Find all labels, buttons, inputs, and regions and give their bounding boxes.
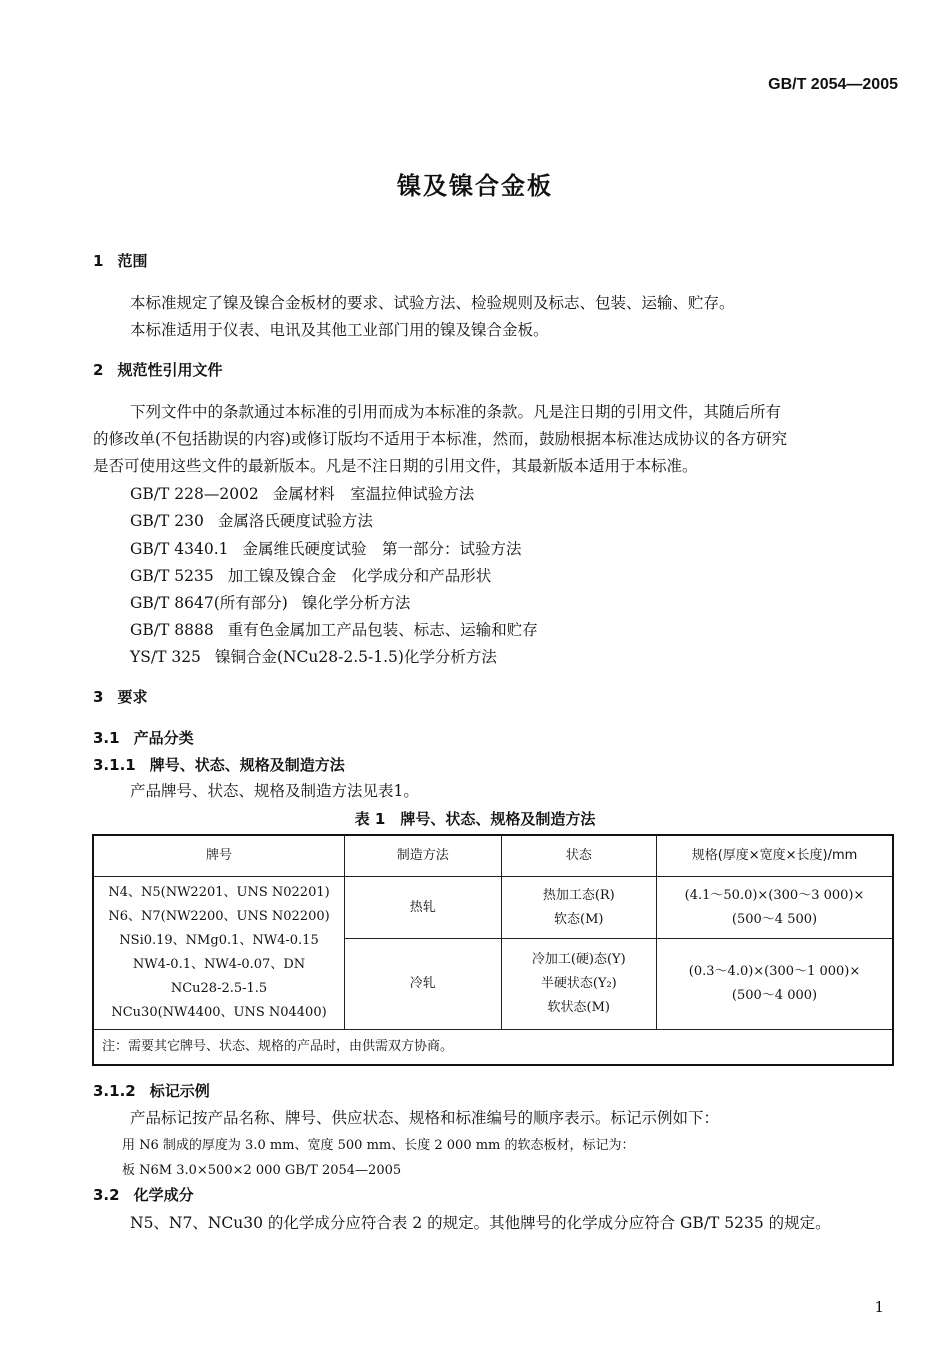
section-number: 3 (93, 688, 104, 706)
section-2-line-3: 是否可使用这些文件的最新版本。凡是不注日期的引用文件，其最新版本适用于本标准。 (93, 457, 698, 475)
method-cell: 热轧 (345, 877, 501, 939)
spec-cell (657, 939, 893, 1030)
reference-item (130, 591, 410, 613)
column-header: 规格(厚度×宽度×长度)/mm (657, 835, 893, 877)
state-line: 冷加工(硬)态(Y) (531, 952, 626, 968)
reference-title: 镍化学分析方法 (301, 594, 411, 612)
spec-line: (0.3～4.0)×(300～1 000)× (688, 964, 861, 980)
reference-item (130, 482, 474, 504)
table-note: 注：需要其它牌号、状态、规格的产品时，由供需双方协商。 (93, 1030, 893, 1066)
section-3-1-heading (93, 727, 194, 748)
grade-line: NSi0.19、NMg0.1、NW4-0.15 (119, 933, 319, 948)
section-1-para-2: 本标准适用于仪表、电讯及其他工业部门用的镍及镍合金板。 (130, 321, 549, 339)
reference-title: 金属洛氏硬度试验方法 (217, 512, 373, 530)
spec-cell (657, 877, 893, 939)
reference-code: YS/T 325 (130, 648, 201, 666)
section-number: 1 (93, 252, 104, 270)
spec-line: (500～4 000) (731, 988, 818, 1004)
section-3-1-2-heading (93, 1080, 210, 1101)
standard-code: GB/T 2054—2005 (768, 76, 898, 93)
section-number: 3.1.2 (93, 1082, 136, 1100)
marking-example-line-1: 用 N6 制成的厚度为 3.0 mm、宽度 500 mm、长度 2 000 mm 的软态板材，标记为： (122, 1138, 635, 1153)
grade-line: NCu30(NW4400、UNS N04400) (111, 1005, 327, 1020)
grade-line: NCu28-2.5-1.5 (170, 981, 268, 996)
grade-line: N4、N5(NW2201、UNS N02201) (108, 885, 330, 900)
state-line: 热加工态(R) (542, 887, 615, 903)
reference-code: GB/T 4340.1 (130, 540, 229, 558)
section-3-heading (93, 686, 147, 707)
column-header: 牌号 (93, 835, 345, 877)
section-3-2-para: N5、N7、NCu30 的化学成分应符合表 2 的规定。其他牌号的化学成分应符合 GB/T 5235 的规定。 (130, 1214, 831, 1232)
section-number: 3.2 (93, 1186, 120, 1204)
reference-title: 金属材料 室温拉伸试验方法 (272, 485, 475, 503)
grade-line: N6、N7(NW2200、UNS N02200) (108, 909, 330, 924)
state-line: 半硬状态(Y₂) (540, 976, 617, 992)
section-1-heading (93, 250, 147, 271)
section-title: 规范性引用文件 (117, 361, 223, 379)
reference-item (130, 645, 497, 667)
document-title: 镍及镍合金板 (397, 172, 553, 200)
column-header: 制造方法 (345, 835, 501, 877)
reference-item (130, 537, 522, 559)
reference-title: 加工镍及镍合金 化学成分和产品形状 (227, 567, 492, 585)
section-title: 要求 (117, 688, 148, 706)
grade-cell (93, 877, 345, 1030)
reference-title: 镍铜合金(NCu28-2.5-1.5)化学分析方法 (214, 648, 497, 666)
reference-item (130, 618, 538, 640)
reference-code: GB/T 8888 (130, 621, 214, 639)
section-3-1-1-heading (93, 754, 345, 775)
state-line: 软态(M) (554, 911, 604, 927)
column-header: 状态 (501, 835, 657, 877)
section-1-para-1: 本标准规定了镍及镍合金板材的要求、试验方法、检验规则及标志、包装、运输、贮存。 (130, 294, 735, 312)
reference-code: GB/T 5235 (130, 567, 214, 585)
reference-item (130, 509, 373, 531)
section-2-line-1: 下列文件中的条款通过本标准的引用而成为本标准的条款。凡是注日期的引用文件，其随后所有 (130, 403, 782, 421)
reference-title: 金属维氏硬度试验 第一部分：试验方法 (242, 540, 522, 558)
table-1 (92, 834, 894, 1066)
reference-title: 重有色金属加工产品包装、标志、运输和贮存 (227, 621, 538, 639)
state-line: 软状态(M) (547, 1000, 611, 1016)
state-cell (501, 877, 657, 939)
section-number: 3.1 (93, 729, 120, 747)
section-title: 化学成分 (133, 1186, 194, 1204)
section-2-line-2: 的修改单(不包括勘误的内容)或修订版均不适用于本标准，然而，鼓励根据本标准达成协议的各方研究 (93, 430, 788, 448)
table-row (93, 877, 893, 939)
section-3-2-heading (93, 1184, 194, 1205)
reference-item (130, 564, 491, 586)
section-title: 牌号、状态、规格及制造方法 (149, 756, 345, 774)
reference-code: GB/T 230 (130, 512, 204, 530)
section-3-1-1-para: 产品牌号、状态、规格及制造方法见表1。 (130, 782, 419, 800)
spec-line: (500～4 500) (731, 911, 818, 927)
section-title: 产品分类 (133, 729, 194, 747)
section-number: 2 (93, 361, 104, 379)
table-header-row (93, 835, 893, 877)
section-title: 标记示例 (149, 1082, 210, 1100)
spec-line: (4.1～50.0)×(300～3 000)× (684, 887, 865, 903)
marking-example-line-2: 板 N6M 3.0×500×2 000 GB/T 2054—2005 (122, 1163, 402, 1178)
section-number: 3.1.1 (93, 756, 136, 774)
table-1-caption: 表 1 牌号、状态、规格及制造方法 (354, 810, 596, 828)
section-title: 范围 (117, 252, 148, 270)
grade-line: NW4-0.1、NW4-0.07、DN (132, 957, 306, 972)
section-2-heading (93, 359, 222, 380)
page-number: 1 (874, 1298, 884, 1316)
method-cell: 冷轧 (345, 939, 501, 1030)
section-3-1-2-para: 产品标记按产品名称、牌号、供应状态、规格和标准编号的顺序表示。标记示例如下： (130, 1109, 720, 1127)
table-note-row (93, 1030, 893, 1066)
reference-code: GB/T 228—2002 (130, 485, 259, 503)
reference-code: GB/T 8647(所有部分) (130, 594, 288, 612)
state-cell (501, 939, 657, 1030)
